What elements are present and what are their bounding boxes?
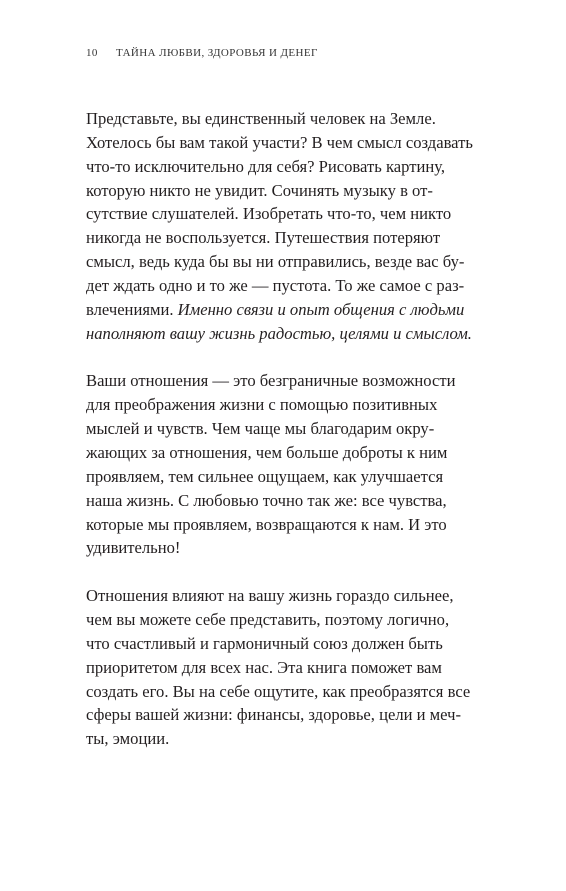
running-header bbox=[86, 47, 318, 59]
italic-emphasis: Именно связи и опыт общения с людьми bbox=[177, 299, 465, 319]
text-line: Хотелось бы вам такой участи? В чем смысл создавать bbox=[86, 132, 473, 152]
body-text bbox=[86, 107, 486, 775]
text-line: сутствие слушателей. Изобретать что-то, чем никто bbox=[86, 204, 452, 224]
text-line: проявляем, тем сильнее ощущаем, как улучшается bbox=[86, 466, 444, 486]
text-line: удивительно! bbox=[86, 538, 181, 558]
text-line: дет ждать одно и то же — пустота. То же самое с раз- bbox=[86, 275, 465, 295]
paragraph-3 bbox=[86, 584, 486, 751]
text-line: создать его. Вы на себе ощутите, как преобразятся все bbox=[86, 681, 471, 701]
text-line: приоритетом для всех нас. Эта книга поможет вам bbox=[86, 657, 442, 677]
text-line: для преображения жизни с помощью позитивных bbox=[86, 395, 438, 415]
text-line: которую никто не увидит. Сочинять музыку в от- bbox=[86, 180, 433, 200]
paragraph-2 bbox=[86, 369, 486, 560]
text-line: Ваши отношения — это безграничные возможности bbox=[86, 371, 456, 391]
text-line: что-то исключительно для себя? Рисовать картину, bbox=[86, 156, 446, 176]
italic-emphasis-line: наполняют вашу жизнь радостью, целями и смыслом. bbox=[86, 323, 472, 343]
text-line: что счастливый и гармоничный союз должен быть bbox=[86, 633, 443, 653]
text-line: сферы вашей жизни: финансы, здоровье, цели и меч- bbox=[86, 705, 461, 725]
text-line: ты, эмоции. bbox=[86, 729, 170, 749]
running-title: ТАЙНА ЛЮБВИ, ЗДОРОВЬЯ И ДЕНЕГ bbox=[116, 47, 318, 59]
text-line: чем вы можете себе представить, поэтому логично, bbox=[86, 610, 450, 630]
text-line: мыслей и чувств. Чем чаще мы благодарим окру- bbox=[86, 419, 435, 439]
text-line-mixed bbox=[86, 298, 486, 322]
text-line: Отношения влияют на вашу жизнь гораздо сильнее, bbox=[86, 586, 454, 606]
plain-text: влечениями. bbox=[86, 299, 178, 319]
text-line: жающих за отношения, чем больше доброты к ним bbox=[86, 442, 448, 462]
text-line: никогда не воспользуется. Путешествия потеряют bbox=[86, 228, 441, 248]
text-line: которые мы проявляем, возвращаются к нам. И это bbox=[86, 514, 447, 534]
text-line: смысл, ведь куда бы вы ни отправились, везде вас бу- bbox=[86, 252, 465, 272]
page-number: 10 bbox=[86, 47, 98, 59]
text-line: Представьте, вы единственный человек на Земле. bbox=[86, 109, 436, 128]
paragraph-1 bbox=[86, 107, 486, 345]
text-line: наша жизнь. С любовью точно так же: все чувства, bbox=[86, 490, 447, 510]
